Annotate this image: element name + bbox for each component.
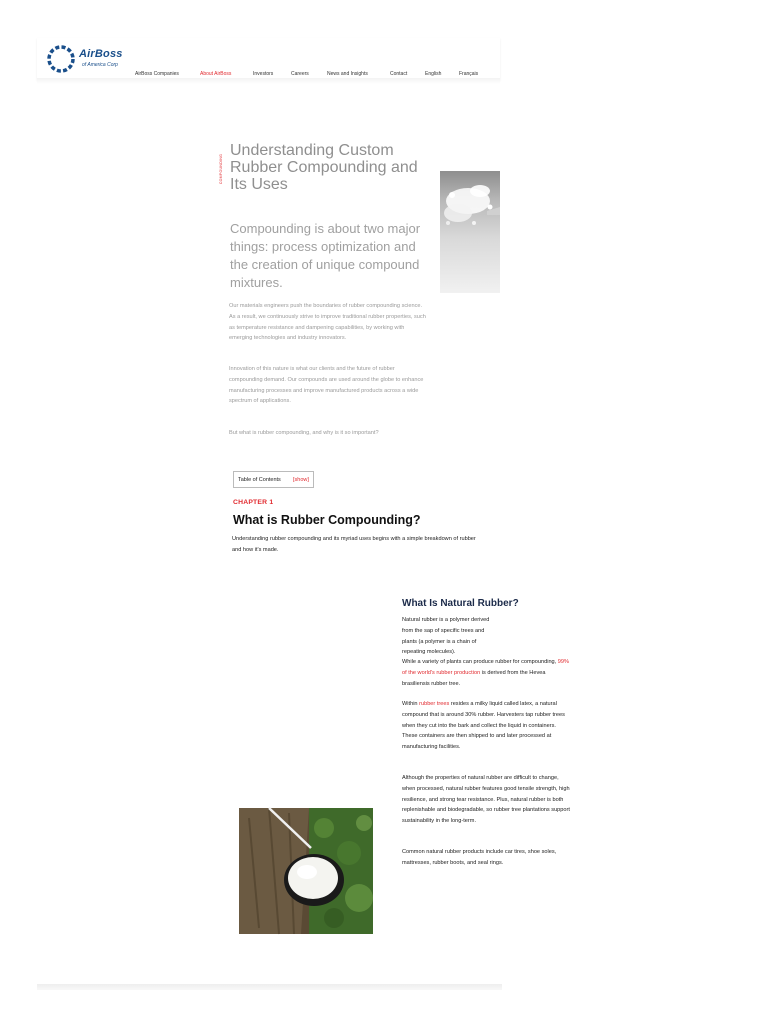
latex-cup-image xyxy=(239,808,373,934)
page-title: Understanding Custom Rubber Compounding and Its Uses xyxy=(230,142,418,193)
header-shadow xyxy=(37,78,500,84)
nav-item-airboss-companies[interactable]: AirBoss Companies xyxy=(135,71,179,77)
logo-brand-text: AirBoss xyxy=(79,48,123,60)
rubber-production-link[interactable]: 99% of the world's rubber production xyxy=(402,659,569,676)
rubber-granules-image xyxy=(440,171,500,293)
intro-paragraph-1: Our materials engineers push the boundaries of rubber compounding science. As a result, we continuously strive to improve traditional rubber properties, such as temperature resistance and dampening capabilities, by working with emerging technologies and industry innovators. xyxy=(229,303,426,342)
table-of-contents xyxy=(233,471,314,488)
natural-rubber-p2-text-before: While a variety of plants can produce rubber for compounding, xyxy=(402,659,558,665)
toc-show-toggle[interactable]: [show] xyxy=(293,477,309,483)
natural-rubber-p2-text-after: is derived from the Hevea brasiliensis rubber tree. xyxy=(402,669,546,687)
nav-item-about-airboss[interactable]: About AirBoss xyxy=(200,71,232,77)
natural-rubber-paragraph-1: Natural rubber is a polymer derived from the sap of specific trees and plants (a polymer is a chain of repeating molecules). xyxy=(402,617,490,656)
chapter-intro: Understanding rubber compounding and its myriad uses begins with a simple breakdown of rubber and how it's made. xyxy=(232,536,476,553)
natural-rubber-heading: What Is Natural Rubber? xyxy=(402,598,519,609)
site-header xyxy=(37,38,500,80)
nav-item-english[interactable]: English xyxy=(425,71,442,77)
nav-item-investors[interactable]: Investors xyxy=(253,71,274,77)
category-side-label xyxy=(218,155,224,185)
chapter-label: CHAPTER 1 xyxy=(233,499,274,506)
natural-rubber-paragraph-2 xyxy=(402,657,572,689)
natural-rubber-paragraph-3 xyxy=(402,699,572,753)
natural-rubber-heading-clip xyxy=(402,598,519,612)
chapter-title: What is Rubber Compounding? xyxy=(233,513,421,527)
nav-item-careers[interactable]: Careers xyxy=(291,71,309,77)
category-side-label-text: COMPOUNDING xyxy=(219,153,224,185)
logo-ring-icon xyxy=(45,43,77,75)
natural-rubber-p3-text-after: resides a milky liquid called latex, a natural compound that is around 30% rubber. Harvesters tap rubber trees when they cut into the bark and collect the liquid in containers. These containers are then shipped to and later processed at manufacturing facilities. xyxy=(402,701,565,751)
rubber-trees-link[interactable]: rubber trees xyxy=(419,701,450,707)
latex-tapping-photo xyxy=(239,808,373,934)
airboss-logo[interactable] xyxy=(45,42,135,76)
toc-title: Table of Contents xyxy=(238,477,281,483)
page-subtitle: Compounding is about two major things: process optimization and the creation of unique compound mixtures. xyxy=(230,221,421,290)
intro-paragraph-3: But what is rubber compounding, and why is it so important? xyxy=(229,430,379,436)
intro-paragraph-2: Innovation of this nature is what our clients and the future of rubber compounding demand. Our compounds are used around the globe to enhance manufacturing processes and improve manufactured products across a wide spectrum of applications. xyxy=(229,366,424,405)
nav-item-francais[interactable]: Français xyxy=(459,71,479,77)
footer-band xyxy=(37,984,502,990)
hero-image xyxy=(440,171,500,293)
nav-item-news-and-insights[interactable]: News and Insights xyxy=(327,71,368,77)
natural-rubber-paragraph-4: Although the properties of natural rubber are difficult to change, when processed, natural rubber features good tensile strength, high resilience, and strong tear resistance. Plus, natural rubber is both replenishable and biodegradable, so rubber tree plantations support sustainability in the long-term. xyxy=(402,775,570,825)
natural-rubber-p3-text-before: Within xyxy=(402,701,420,707)
logo-tagline: of America Corp xyxy=(82,62,118,68)
natural-rubber-paragraph-5: Common natural rubber products include car tires, shoe soles, mattresses, rubber boots, and seal rings. xyxy=(402,849,557,866)
nav-item-contact[interactable]: Contact xyxy=(390,71,408,77)
